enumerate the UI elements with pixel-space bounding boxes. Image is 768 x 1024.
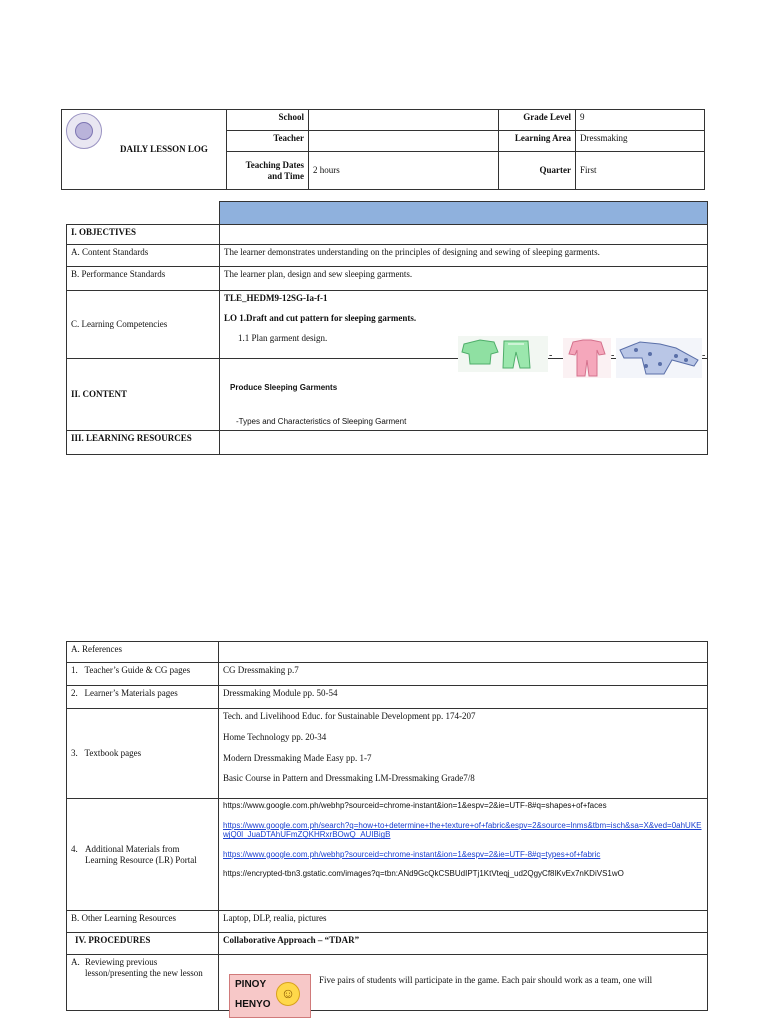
lm-value: Dressmaking Module pp. 50-54 [219, 686, 708, 709]
separator-dash: - [549, 350, 553, 361]
tb-value [219, 709, 708, 799]
grade-label: Grade Level [499, 110, 576, 131]
references-table [66, 641, 708, 1011]
approach: Collaborative Approach – “TDAR” [219, 933, 708, 955]
tb-item: Modern Dressmaking Made Easy pp. 1-7 [223, 752, 372, 763]
tb-item: Home Technology pp. 20-34 [223, 731, 327, 742]
content-heading: II. CONTENT [67, 359, 220, 431]
dates-label: Teaching Dates and Time [227, 152, 309, 190]
objectives-table [66, 201, 708, 455]
am-url[interactable]: https://www.google.com.ph/webhp?sourceid=chrome-instant&ion=1&espv=2&ie=UTF-8#q=shapes+of+faces [223, 801, 607, 810]
quarter-value: First [576, 152, 705, 190]
other-label: B. Other Learning Resources [67, 911, 219, 933]
tg-value: CG Dressmaking p.7 [219, 663, 708, 686]
page-title: DAILY LESSON LOG [120, 144, 208, 155]
sub-competency: 1.1 Plan garment design. [238, 332, 328, 343]
header-bar [220, 202, 708, 225]
content-standards-value: The learner demonstrates understanding on the principles of designing and sewing of sleeping garments. [220, 245, 708, 267]
learning-outcome: LO 1.Draft and cut pattern for sleeping garments. [224, 312, 417, 323]
tb-label: 3. Textbook pages [67, 709, 219, 799]
competency-code: TLE_HEDM9-12SG-Ia-f-1 [224, 293, 328, 303]
grade-value: 9 [576, 110, 705, 131]
am-label: 4. Additional Materials from Learning Resource (LR) Portal [67, 799, 219, 911]
separator-dash: - [702, 350, 706, 361]
competencies-label: C. Learning Competencies [67, 291, 220, 359]
resources-heading: III. LEARNING RESOURCES [67, 431, 220, 455]
tg-label: 1. Teacher’s Guide & CG pages [67, 663, 219, 686]
tb-item: Tech. and Livelihood Educ. for Sustainable Development pp. 174-207 [223, 711, 476, 721]
content-standards-label: A. Content Standards [67, 245, 220, 267]
teacher-label: Teacher [227, 131, 309, 152]
pinoy-henyo-badge [229, 974, 311, 1018]
quarter-label: Quarter [499, 152, 576, 190]
am-url[interactable]: https://encrypted-tbn3.gstatic.com/images?q=tbn:ANd9GcQkCSBUdIPTj1KtVteqj_ud2QgyCf8lKvEx7nKDiVS1wO [223, 869, 624, 879]
teacher-value [309, 131, 499, 152]
content-subtopic: -Types and Characteristics of Sleeping Garment [236, 416, 407, 426]
tb-item: Basic Course in Pattern and Dressmaking LM-Dressmaking Grade7/8 [223, 773, 475, 784]
am-link[interactable]: https://www.google.com.ph/webhp?sourceid=chrome-instant&ion=1&espv=2&ie=UTF-8#q=types+of+fabric [223, 849, 601, 859]
header-table [61, 109, 705, 190]
am-link[interactable]: https://www.google.com.ph/search?q=how+to+determine+the+texture+of+fabric&espv=2&source=lnms&tbm=isch&sa=X&ved=0ahUKEwjQ0l_JuaDTAhUFmZQKHRxrBOwQ_AUIBigB [223, 820, 702, 840]
game-word-2: HENYO [235, 999, 271, 1010]
lm-label: 2. Learner’s Materials pages [67, 686, 219, 709]
game-text: Five pairs of students will participate in the game. Each pair should work as a team, one will [319, 975, 653, 985]
am-value [219, 799, 708, 911]
title-cell [62, 110, 227, 190]
pajama-blue-image [616, 338, 702, 378]
performance-standards-value: The learner plan, design and sew sleeping garments. [220, 267, 708, 291]
procedures-heading: IV. PROCEDURES [67, 933, 219, 955]
game-word-1: PINOY [235, 979, 267, 990]
area-value: Dressmaking [576, 131, 705, 152]
pajama-green-image [458, 336, 548, 372]
smiley-icon: ☺ [276, 982, 300, 1006]
references-label: A. References [67, 642, 219, 663]
objectives-heading: I. OBJECTIVES [67, 225, 220, 245]
school-label: School [227, 110, 309, 131]
review-label: A. Reviewing previous lesson/presenting the new lesson [67, 955, 219, 1011]
dates-value: 2 hours [309, 152, 499, 190]
content-topic: Produce Sleeping Garments [230, 383, 338, 392]
pajama-pink-image [563, 338, 611, 378]
area-label: Learning Area [499, 131, 576, 152]
school-value [309, 110, 499, 131]
other-value: Laptop, DLP, realia, pictures [219, 911, 708, 933]
separator-dash: - [611, 350, 615, 361]
performance-standards-label: B. Performance Standards [67, 267, 220, 291]
